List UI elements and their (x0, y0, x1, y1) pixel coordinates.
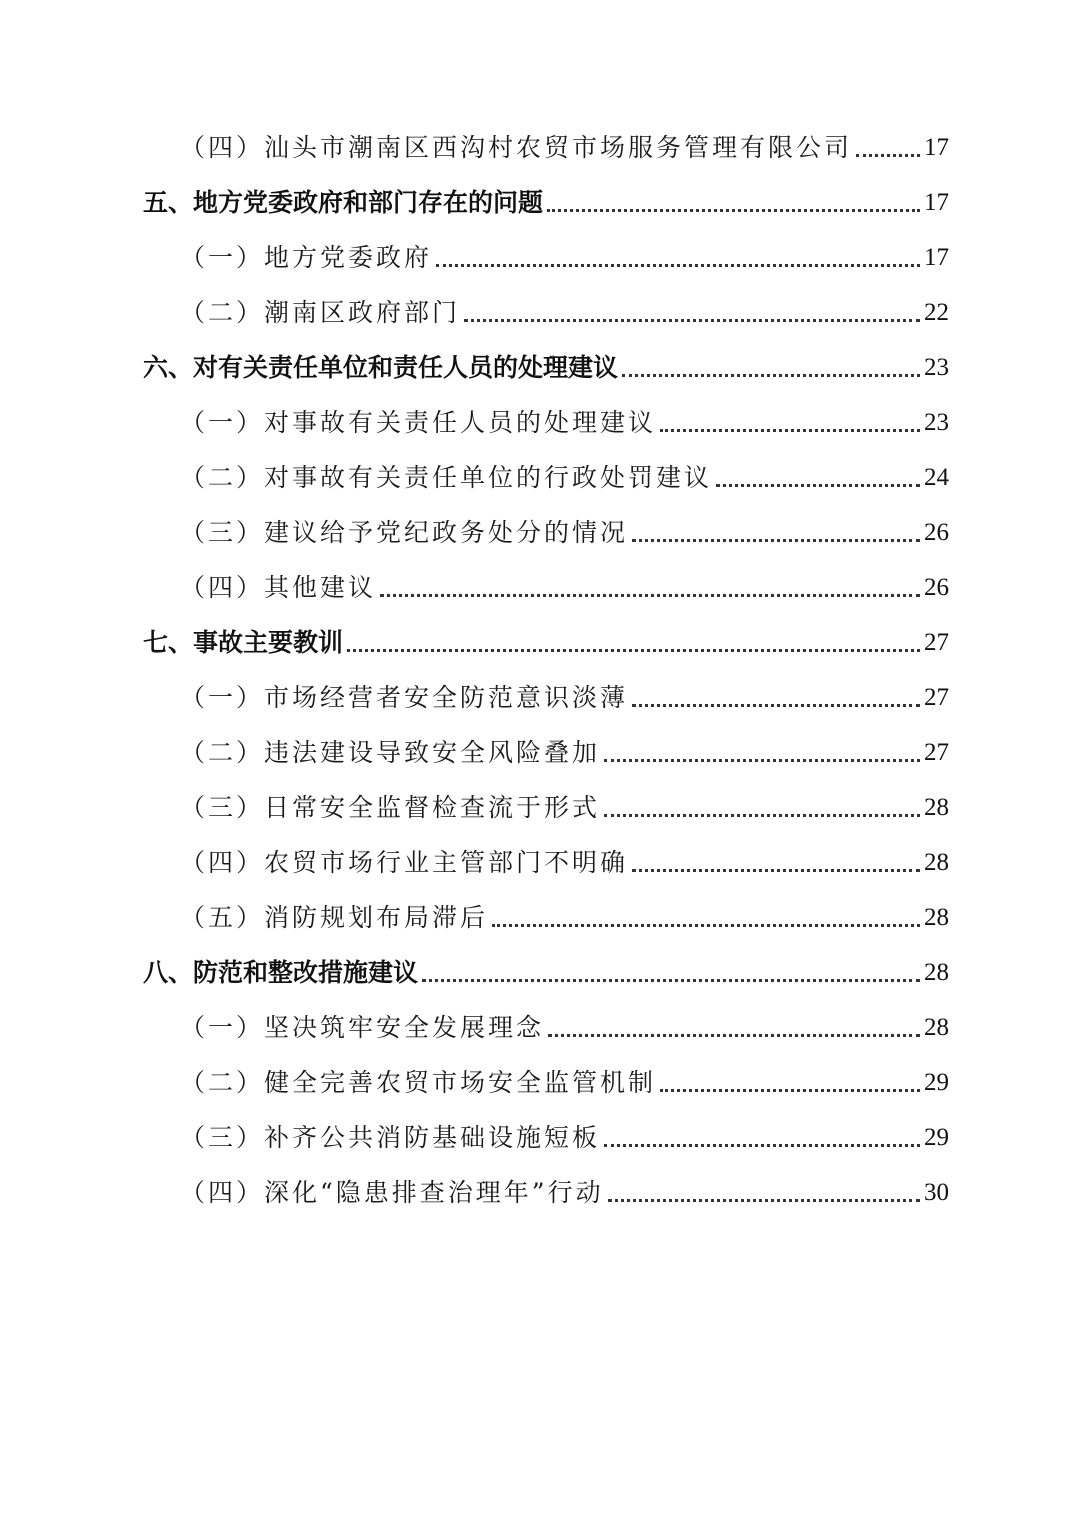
toc-dot-leader (660, 1088, 920, 1092)
toc-page-number: 27 (924, 629, 949, 656)
toc-entry[interactable] (180, 788, 949, 828)
toc-entry-title: （一）对事故有关责任人员的处理建议 (180, 408, 657, 437)
toc-entry[interactable] (143, 183, 949, 223)
toc-entry-title: （一）坚决筑牢安全发展理念 (180, 1013, 545, 1042)
toc-page-number: 26 (924, 519, 949, 546)
toc-dot-leader (632, 868, 920, 872)
toc-page-number: 28 (924, 904, 949, 931)
toc-dot-leader (547, 208, 920, 212)
toc-dot-leader (660, 428, 920, 432)
toc-page-number: 28 (924, 959, 949, 986)
toc-entry-title: （二）潮南区政府部门 (180, 298, 461, 327)
toc-dot-leader (380, 593, 920, 597)
toc-entry[interactable] (180, 843, 949, 883)
toc-page-number: 17 (924, 134, 949, 161)
toc-entry[interactable] (180, 513, 949, 553)
toc-dot-leader (436, 263, 920, 267)
toc-dot-leader (632, 538, 920, 542)
toc-page-number: 23 (924, 409, 949, 436)
toc-entry[interactable] (180, 733, 949, 773)
toc-page-number: 24 (924, 464, 949, 491)
toc-page-number: 27 (924, 739, 949, 766)
toc-entry-title: （二）健全完善农贸市场安全监管机制 (180, 1068, 657, 1097)
toc-entry-title: （三）建议给予党纪政务处分的情况 (180, 518, 629, 547)
toc-entry[interactable] (180, 128, 949, 168)
toc-entry-title: 八、防范和整改措施建议 (143, 958, 419, 987)
toc-dot-leader (604, 813, 920, 817)
toc-entry-title: （一）市场经营者安全防范意识淡薄 (180, 683, 629, 712)
toc-entry-title: （三）日常安全监督检查流于形式 (180, 793, 601, 822)
toc-page-number: 27 (924, 684, 949, 711)
toc-page-number: 17 (924, 244, 949, 271)
toc-dot-leader (492, 923, 920, 927)
toc-entry-title: （四）深化“隐患排查治理年”行动 (180, 1178, 604, 1207)
toc-entry[interactable] (180, 1063, 949, 1103)
toc-entry-title: 五、地方党委政府和部门存在的问题 (143, 188, 544, 217)
toc-entry[interactable] (180, 1118, 949, 1158)
toc-entry[interactable] (180, 1173, 949, 1213)
toc-entry[interactable] (180, 238, 949, 278)
toc-entry-title: （四）汕头市潮南区西沟村农贸市场服务管理有限公司 (180, 133, 853, 162)
toc-page-number: 30 (924, 1179, 949, 1206)
toc-entry-title: 六、对有关责任单位和责任人员的处理建议 (143, 353, 619, 382)
toc-page-number: 29 (924, 1069, 949, 1096)
toc-entry[interactable] (180, 568, 949, 608)
toc-dot-leader (632, 703, 920, 707)
toc-entry[interactable] (143, 623, 949, 663)
toc-entry[interactable] (143, 953, 949, 993)
toc-page-number: 26 (924, 574, 949, 601)
toc-entry-title: 七、事故主要教训 (143, 628, 344, 657)
toc-entry-title: （二）违法建设导致安全风险叠加 (180, 738, 601, 767)
toc-entry-title: （一）地方党委政府 (180, 243, 433, 272)
toc-page-number: 28 (924, 849, 949, 876)
toc-dot-leader (464, 318, 920, 322)
toc-page-number: 23 (924, 354, 949, 381)
toc-entry-title: （五）消防规划布局滞后 (180, 903, 489, 932)
toc-dot-leader (604, 758, 920, 762)
toc-entry[interactable] (180, 678, 949, 718)
toc-dot-leader (548, 1033, 920, 1037)
toc-entry[interactable] (180, 403, 949, 443)
toc-entry-title: （三）补齐公共消防基础设施短板 (180, 1123, 601, 1152)
toc-page-number: 22 (924, 299, 949, 326)
toc-dot-leader (422, 978, 920, 982)
toc-entry-title: （四）农贸市场行业主管部门不明确 (180, 848, 629, 877)
toc-entry[interactable] (180, 458, 949, 498)
toc-page-number: 29 (924, 1124, 949, 1151)
toc-dot-leader (608, 1198, 920, 1202)
toc-page-number: 28 (924, 794, 949, 821)
toc-dot-leader (604, 1143, 920, 1147)
toc-page-number: 28 (924, 1014, 949, 1041)
toc-entry[interactable] (143, 348, 949, 388)
toc-entry[interactable] (180, 1008, 949, 1048)
toc-page-number: 17 (924, 189, 949, 216)
toc-dot-leader (347, 648, 920, 652)
toc-dot-leader (716, 483, 920, 487)
toc-dot-leader (856, 153, 920, 157)
toc-dot-leader (622, 373, 920, 377)
toc-entry-title: （四）其他建议 (180, 573, 377, 602)
toc-entry[interactable] (180, 293, 949, 333)
toc-entry-title: （二）对事故有关责任单位的行政处罚建议 (180, 463, 713, 492)
toc-entry[interactable] (180, 898, 949, 938)
